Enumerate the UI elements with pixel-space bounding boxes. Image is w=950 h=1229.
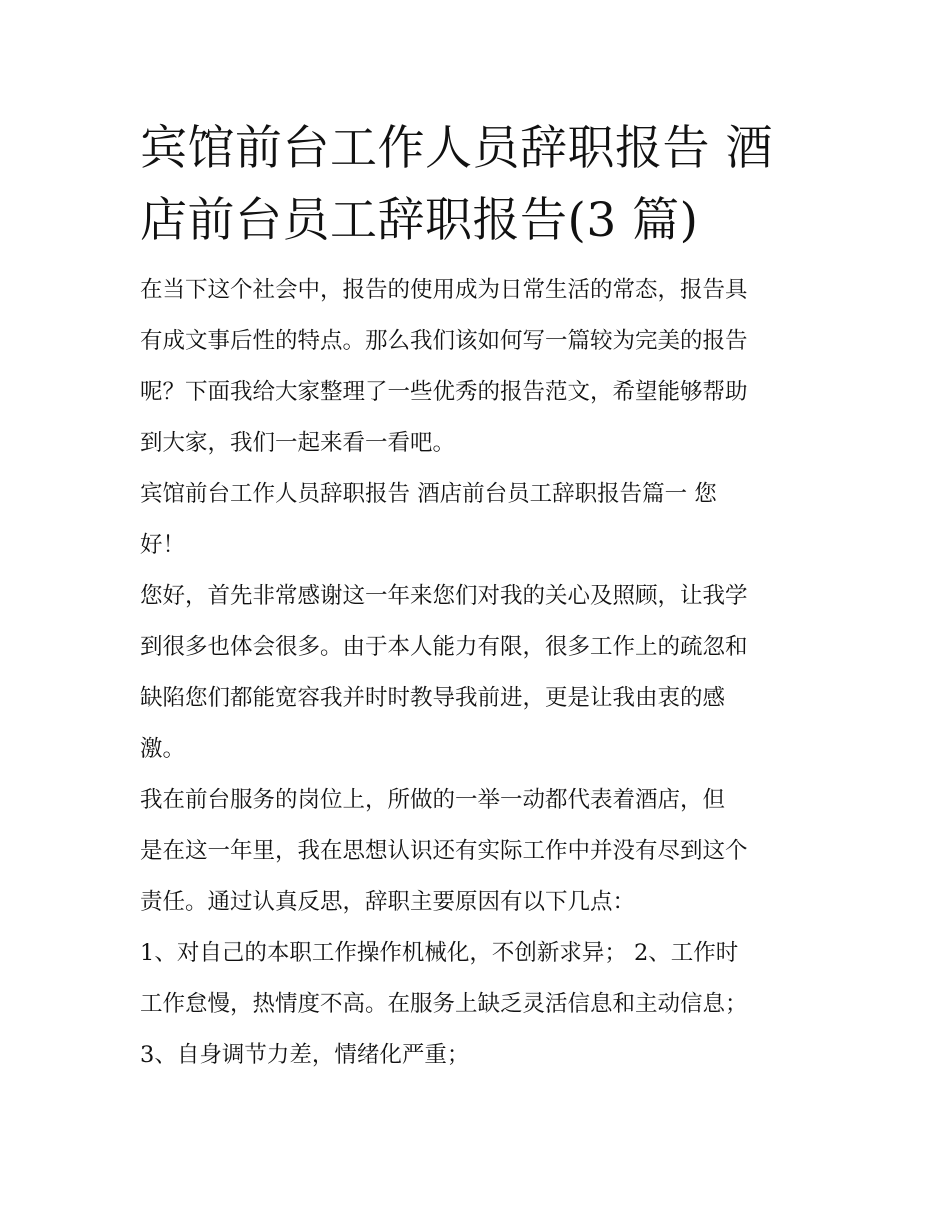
text-line: 是在这一年里，我在思想认识还有实际工作中并没有尽到这个 bbox=[140, 838, 748, 864]
list-item: 工作怠慢，热情度不高。在服务上缺乏灵活信息和主动信息； bbox=[140, 991, 748, 1017]
list-item: 1、对自己的本职工作操作机械化，不创新求异； 2、工作时 bbox=[140, 940, 739, 966]
title-line-1: 宾馆前台工作人员辞职报告 酒 bbox=[140, 121, 773, 176]
text-line: 您好，首先非常感谢这一年来您们对我的关心及照顾，让我学 bbox=[140, 583, 748, 609]
section-heading-paragraph bbox=[140, 469, 820, 571]
text-line: 缺陷您们都能宽容我并时时教导我前进，更是让我由衷的感 bbox=[140, 685, 726, 711]
title-line-2 bbox=[140, 185, 820, 257]
text-line: 有成文事后性的特点。那么我们该如何写一篇较为完美的报告 bbox=[140, 328, 748, 354]
list-item: 3、自身调节力差，情绪化严重； bbox=[140, 1042, 470, 1068]
text-line: 宾馆前台工作人员辞职报告 酒店前台员工辞职报告篇一 您 bbox=[140, 481, 717, 507]
title-line-2-text: 店前台员工辞职报告(3 篇) bbox=[140, 193, 699, 248]
text-line: 我在前台服务的岗位上，所做的一举一动都代表着酒店，但 bbox=[140, 787, 726, 813]
document-page bbox=[140, 113, 820, 1081]
text-line: 到大家，我们一起来看一看吧。 bbox=[140, 430, 456, 456]
text-line: 好！ bbox=[140, 532, 186, 558]
text-line: 在当下这个社会中，报告的使用成为日常生活的常态，报告具 bbox=[140, 277, 748, 303]
text-line: 呢？下面我给大家整理了一些优秀的报告范文，希望能够帮助 bbox=[140, 379, 748, 405]
thanks-paragraph bbox=[140, 571, 820, 775]
reasons-list bbox=[140, 928, 820, 1081]
text-line: 责任。通过认真反思，辞职主要原因有以下几点： bbox=[140, 889, 636, 915]
intro-paragraph bbox=[140, 265, 820, 469]
text-line: 到很多也体会很多。由于本人能力有限，很多工作上的疏忽和 bbox=[140, 634, 748, 660]
text-line: 激。 bbox=[140, 736, 186, 762]
document-title bbox=[140, 113, 820, 257]
reflection-paragraph bbox=[140, 775, 820, 928]
